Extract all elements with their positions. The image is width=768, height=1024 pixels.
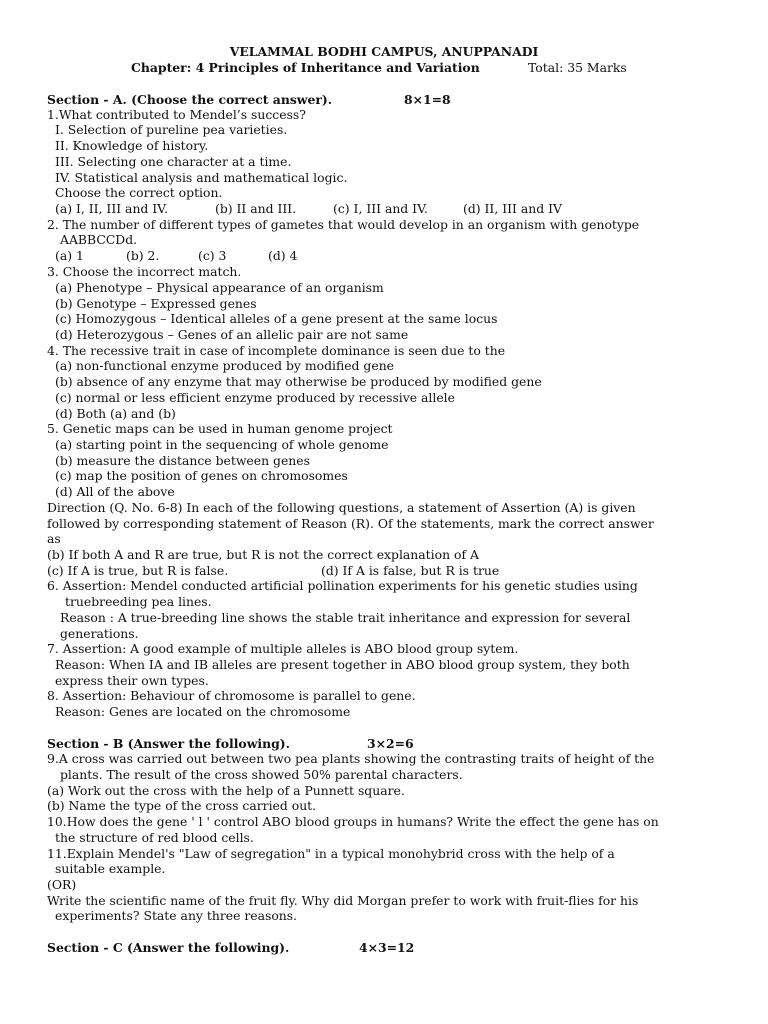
or-label: (OR) <box>47 877 77 892</box>
q11-alt-line: Write the scientific name of the fruit fly. Why did Morgan prefer to work with fruit-flies for his <box>47 893 639 908</box>
q1-option-c: (c) I, III and IV. <box>333 201 428 216</box>
direction-text: Direction (Q. No. 6-8) In each of the following questions, a statement of Assertion (A) is given <box>47 500 636 515</box>
q2-option-c: (c) 3 <box>198 248 227 263</box>
q2-question: 2. The number of different types of gametes that would develop in an organism with genotype <box>47 217 640 232</box>
q5-option-b: (b) measure the distance between genes <box>55 453 310 468</box>
direction-text: as <box>47 531 61 546</box>
q1-statement: II. Knowledge of history. <box>55 138 209 153</box>
q4-option-c: (c) normal or less efficient enzyme produced by recessive allele <box>55 390 455 405</box>
q5-option-c: (c) map the position of genes on chromosomes <box>55 468 348 483</box>
q1-option-a: (a) I, II, III and IV. <box>55 201 168 216</box>
q2-question-cont: AABBCCDd. <box>60 232 138 247</box>
q11-line: suitable example. <box>55 861 166 876</box>
q5-option-d: (d) All of the above <box>55 484 175 499</box>
ar-option-d: (d) If A is false, but R is true <box>321 563 500 578</box>
q9-part-b: (b) Name the type of the cross carried out. <box>47 798 317 813</box>
school-name: VELAMMAL BODHI CAMPUS, ANUPPANADI <box>229 44 539 59</box>
section-b-title: Section - B (Answer the following). <box>47 736 290 751</box>
chapter-title: Chapter: 4 Principles of Inheritance and Variation <box>131 60 480 75</box>
q3-option-b: (b) Genotype – Expressed genes <box>55 296 257 311</box>
q7-reason-cont: express their own types. <box>55 673 209 688</box>
q9-line: 9.A cross was carried out between two pea plants showing the contrasting traits of height of the <box>47 751 655 766</box>
q1-prompt: Choose the correct option. <box>55 185 223 200</box>
q10-line: 10.How does the gene ' l ' control ABO blood groups in humans? Write the effect the gene has on <box>47 814 659 829</box>
q8-assertion: 8. Assertion: Behaviour of chromosome is parallel to gene. <box>47 688 416 703</box>
q2-option-a: (a) 1 <box>55 248 84 263</box>
section-c-marks: 4×3=12 <box>359 940 415 955</box>
section-a-marks: 8×1=8 <box>404 92 451 107</box>
q8-reason: Reason: Genes are located on the chromosome <box>55 704 351 719</box>
q3-option-d: (d) Heterozygous – Genes of an allelic pair are not same <box>55 327 409 342</box>
q7-assertion: 7. Assertion: A good example of multiple alleles is ABO blood group sytem. <box>47 641 519 656</box>
q3-question: 3. Choose the incorrect match. <box>47 264 242 279</box>
q1-statement: III. Selecting one character at a time. <box>55 154 292 169</box>
q11-line: 11.Explain Mendel's "Law of segregation" in a typical monohybrid cross with the help of a <box>47 846 615 861</box>
section-a-title: Section - A. (Choose the correct answer). <box>47 92 333 107</box>
q3-option-c: (c) Homozygous – Identical alleles of a gene present at the same locus <box>55 311 498 326</box>
q4-option-d: (d) Both (a) and (b) <box>55 406 176 421</box>
section-c-title: Section - C (Answer the following). <box>47 940 290 955</box>
q7-reason: Reason: When IA and IB alleles are present together in ABO blood group system, they both <box>55 657 630 672</box>
q10-line: the structure of red blood cells. <box>55 830 254 845</box>
q6-assertion: 6. Assertion: Mendel conducted artificial pollination experiments for his genetic studies using <box>47 578 638 593</box>
total-marks: Total: 35 Marks <box>528 60 627 75</box>
ar-option-b: (b) If both A and R are true, but R is not the correct explanation of A <box>47 547 479 562</box>
direction-text: followed by corresponding statement of Reason (R). Of the statements, mark the correct answer <box>47 516 654 531</box>
q1-option-b: (b) II and III. <box>215 201 297 216</box>
q1-statement: I. Selection of pureline pea varieties. <box>55 122 288 137</box>
q2-option-b: (b) 2. <box>126 248 160 263</box>
q1-statement: IV. Statistical analysis and mathematical logic. <box>55 170 348 185</box>
ar-option-c: (c) If A is true, but R is false. <box>47 563 229 578</box>
q11-alt-line: experiments? State any three reasons. <box>55 908 298 923</box>
q4-option-a: (a) non-functional enzyme produced by modified gene <box>55 358 395 373</box>
q1-question: 1.What contributed to Mendel’s success? <box>47 107 306 122</box>
q1-option-d: (d) II, III and IV <box>463 201 562 216</box>
q5-question: 5. Genetic maps can be used in human genome project <box>47 421 393 436</box>
q3-option-a: (a) Phenotype – Physical appearance of an organism <box>55 280 384 295</box>
q9-line: plants. The result of the cross showed 50% parental characters. <box>60 767 463 782</box>
q4-option-b: (b) absence of any enzyme that may otherwise be produced by modified gene <box>55 374 542 389</box>
q2-option-d: (d) 4 <box>268 248 298 263</box>
q4-question: 4. The recessive trait in case of incomplete dominance is seen due to the <box>47 343 506 358</box>
q6-assertion-cont: truebreeding pea lines. <box>65 594 212 609</box>
q6-reason-cont: generations. <box>60 626 139 641</box>
q9-part-a: (a) Work out the cross with the help of a Punnett square. <box>47 783 405 798</box>
q5-option-a: (a) starting point in the sequencing of whole genome <box>55 437 389 452</box>
section-b-marks: 3×2=6 <box>367 736 414 751</box>
q6-reason: Reason : A true-breeding line shows the stable trait inheritance and expression for several <box>60 610 631 625</box>
